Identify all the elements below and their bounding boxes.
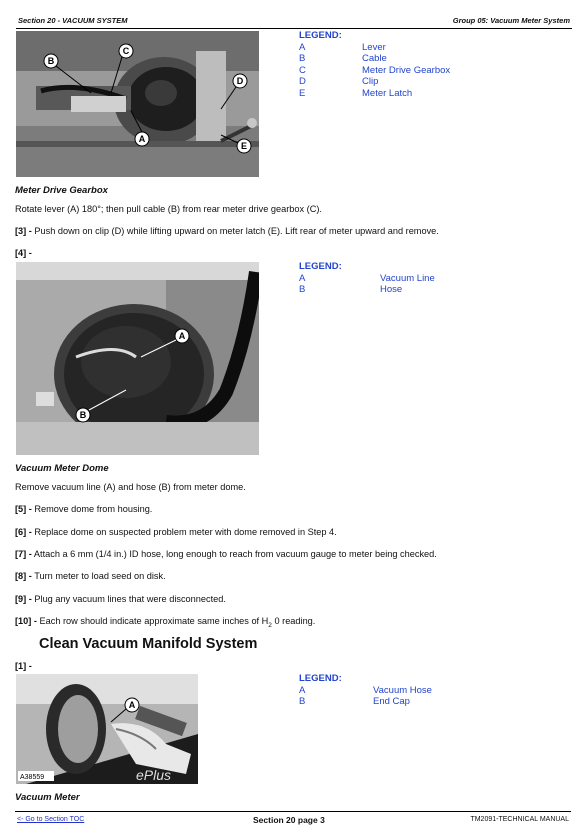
legend-key: A [299,684,306,696]
legend-title: LEGEND: [299,673,342,684]
photo1-callout-a: A [138,134,146,144]
subscript: 2 [268,621,272,629]
legend-item [299,685,519,697]
step-text: Remove dome from housing. [31,504,153,514]
step-6 [15,527,337,537]
section-label: Section 20 - VACUUM SYSTEM [18,16,128,25]
step-text: Turn meter to load seed on disk. [31,571,166,581]
step-number: [6] - [15,527,32,537]
legend-key: E [299,87,306,99]
figure-caption-gearbox: Meter Drive Gearbox [15,185,108,196]
manual-id: TM2091-TECHNICAL MANUAL [470,816,569,823]
legend-title: LEGEND: [299,261,342,272]
step-text: Push down on clip (D) while lifting upward on meter latch (E). Lift rear of meter upward and remove. [31,226,439,236]
page-number: Section 20 page 3 [253,815,325,825]
legend-title: LEGEND: [299,30,342,41]
legend-key: C [299,64,306,76]
meter-drive-gearbox-photo [16,31,259,177]
instruction-text: Rotate lever (A) 180°; then pull cable (B) from rear meter drive gearbox (C). [15,204,322,214]
group-label: Group 05: Vacuum Meter System [452,16,570,25]
legend-item [299,42,519,54]
step-text: Attach a 6 mm (1/4 in.) ID hose, long enough to reach from vacuum gauge to meter being checked. [31,549,437,559]
photo-id: A38559 [20,774,45,781]
step-text: Each row should indicate approximate same inches of H [36,616,269,626]
section-heading: Clean Vacuum Manifold System [39,636,258,652]
legend-key: B [299,696,306,708]
photo2-callout-b: B [79,410,87,420]
legend-item [299,76,519,88]
legend-item [299,88,519,100]
photo1-callout-d: D [236,76,244,86]
legend-value: Lever [362,41,386,53]
step-number: [10] - [15,616,37,626]
instruction-text: Remove vacuum line (A) and hose (B) from meter dome. [15,482,246,492]
page-header [16,14,572,28]
legend-value: Clip [362,76,379,88]
legend-key: B [299,53,306,65]
step-number: [9] - [15,594,32,604]
legend-value: Vacuum Hose [373,684,432,696]
step-text: Plug any vacuum lines that were disconnected. [31,594,226,604]
page-footer [15,811,571,827]
step-8 [15,571,166,581]
step-text-tail: 0 reading. [271,616,316,626]
step-5 [15,504,152,514]
legend-key: A [299,41,306,53]
step-9 [15,594,226,604]
photo1-callout-b: B [47,56,55,66]
legend-value: Meter Drive Gearbox [362,64,451,76]
step-10 [15,616,315,629]
legend-key: A [299,272,306,284]
legend-gearbox [299,30,519,100]
step-number: [3] - [15,226,32,236]
legend-dome [299,261,519,296]
legend-item [299,53,519,65]
step-text: Replace dome on suspected problem meter with dome removed in Step 4. [31,527,337,537]
legend-item [299,696,519,708]
step-number: [5] - [15,504,32,514]
go-to-section-toc-link[interactable]: <- Go to Section TOC [17,816,85,823]
step-number: [7] - [15,549,32,559]
step-4 [15,248,32,258]
legend-value: Hose [380,284,403,296]
legend-value: End Cap [373,696,410,708]
vacuum-meter-dome-illustration [16,262,259,455]
step-number: [1] - [15,661,32,671]
legend-manifold [299,673,519,708]
photo1-callout-c: C [122,46,130,56]
photo3-callout-a: A [128,700,136,710]
photo-brand-text: ePlus [136,767,172,783]
vacuum-meter-dome-photo [16,262,259,455]
figure-caption-dome: Vacuum Meter Dome [15,463,109,474]
photo2-callout-a: A [178,331,186,341]
legend-key: D [299,76,306,88]
legend-item [299,65,519,77]
meter-drive-gearbox-illustration [16,31,259,177]
legend-value: Meter Latch [362,87,413,99]
legend-key: B [299,284,306,296]
figure-caption-vacuum-meter: Vacuum Meter [15,792,80,803]
header-rule [16,28,572,29]
legend-value: Cable [362,53,387,65]
step-number: [8] - [15,571,32,581]
vacuum-meter-illustration [16,674,198,784]
legend-item [299,284,519,296]
vacuum-meter-photo [16,674,198,784]
step-1 [15,661,32,671]
footer-rule [15,811,571,812]
legend-value: Vacuum Line [380,272,435,284]
step-3 [15,226,439,236]
photo1-callout-e: E [240,141,248,151]
step-7 [15,549,437,559]
legend-item [299,273,519,285]
step-number: [4] - [15,248,32,258]
